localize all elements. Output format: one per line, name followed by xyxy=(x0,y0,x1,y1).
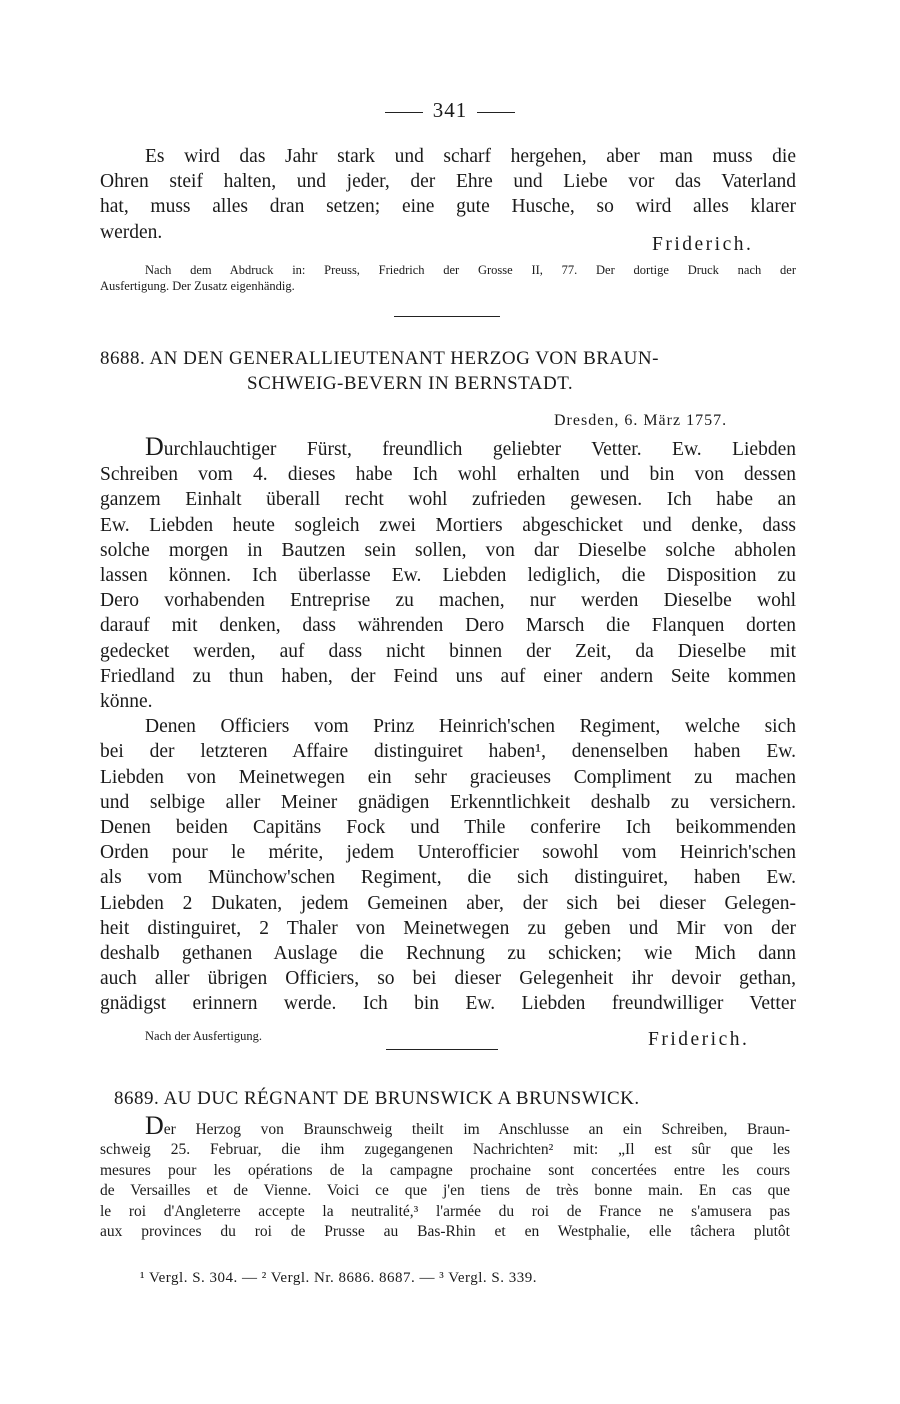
heading-line: SCHWEIG-BEVERN IN BERNSTADT. xyxy=(247,373,574,394)
text-line: bei der letzteren Affaire distinguiret haben¹, denenselben haben Ew. xyxy=(100,741,796,763)
prev-letter-note-2 xyxy=(100,278,796,294)
heading-line: 8689. AU DUC RÉGNANT DE BRUNSWICK A BRUNSWICK. xyxy=(114,1088,640,1109)
page-number-dash-left xyxy=(385,112,423,113)
text-line: gnädigst erinnern werde. Ich bin Ew. Liebden freundwilliger Vetter xyxy=(100,993,796,1015)
prev-letter-signature: Friderich. xyxy=(652,234,754,255)
text-line: und selbige aller Meiner gnädigen Erkenntlichkeit deshalb zu versichern. xyxy=(100,791,796,813)
text-line: Ew. Liebden heute sogleich zwei Mortiers abgeschicket und denke, dass xyxy=(100,514,796,536)
text-line: Es wird das Jahr stark und scharf hergehen, aber man muss die xyxy=(145,146,796,167)
text-line: auch aller übrigen Officiers, so bei dieser Gelegenheit ihr devoir gethan, xyxy=(100,968,796,990)
drop-cap: D xyxy=(145,1111,164,1140)
text-line: deshalb gethanen Auslage die Rechnung zu schicken; wie Mich dann xyxy=(100,943,796,965)
text-line: gedecket werden, auf dass nicht binnen der Zeit, da Dieselbe mit xyxy=(100,640,796,662)
text-line: heit distinguiret, 2 Thaler von Meinetwegen zu geben und Mir von der xyxy=(100,917,796,939)
heading-line: 8688. AN DEN GENERALLIEUTENANT HERZOG VON BRAUN- xyxy=(100,348,659,369)
letter-8689-heading xyxy=(114,1086,814,1111)
text-line: mesures pour les opérations de la campagne prochaine sont concertées entre les cours xyxy=(100,1161,790,1179)
footnotes: ¹ Vergl. S. 304. — ² Vergl. Nr. 8686. 8687. — ³ Vergl. S. 339. xyxy=(140,1270,538,1286)
text-line-rest: er Herzog von Braunschweig theilt im Anschlusse an ein Schreiben, Braun- xyxy=(163,1121,790,1138)
text-line: hat, muss alles dran setzen; eine gute Husche, so wird alles klarer xyxy=(100,196,796,218)
text-line: lassen können. Ich überlasse Ew. Liebden lediglich, die Disposition zu xyxy=(100,565,796,587)
text-line-rest: urchlauchtiger Fürst, freundlich geliebter Vetter. Ew. Liebden xyxy=(163,439,796,460)
page-number-line xyxy=(0,98,900,123)
section-divider xyxy=(394,316,500,317)
prev-letter-note xyxy=(100,262,796,278)
text-line: aux provinces du roi de Prusse au Bas-Rhin et en Westphalie, elle tâchera plutôt xyxy=(100,1223,790,1241)
section-divider xyxy=(386,1049,498,1050)
note-line: Nach dem Abdruck in: Preuss, Friedrich der Grosse II, 77. Der dortige Druck nach der xyxy=(145,263,796,277)
text-line: darauf mit denken, dass währenden Dero Marsch die Flanquen dorten xyxy=(100,615,796,637)
page-number: 341 xyxy=(432,98,468,122)
text-line: werden. xyxy=(100,221,163,243)
text-line: könne. xyxy=(100,691,153,713)
text-line: Orden pour le mérite, jedem Unterofficier sowohl vom Heinrich'schen xyxy=(100,842,796,864)
text-line: le roi d'Angleterre accepte la neutralité,³ l'armée du roi de France ne s'amusera pas xyxy=(100,1202,790,1220)
text-line: solche morgen in Bautzen sein sollen, von dar Dieselbe solche abholen xyxy=(100,539,796,561)
text-line: Liebden 2 Dukaten, jedem Gemeinen aber, der sich bei dieser Gelegen- xyxy=(100,892,796,914)
text-line: Schreiben vom 4. dieses habe Ich wohl erhalten und bin von dessen xyxy=(100,464,796,486)
text-line: schweig 25. Februar, die ihm zugegangenen Nachrichten² mit: „Il est sûr que les xyxy=(100,1141,790,1159)
page-number-dash-right xyxy=(477,112,515,113)
letter-8688-heading xyxy=(100,346,800,396)
text-line xyxy=(100,1111,790,1140)
text-line: Dero vorhabenden Entreprise zu machen, nur werden Dieselbe wohl xyxy=(100,590,796,612)
letter-8689-regest xyxy=(100,1111,790,1242)
letter-8688-signature: Friderich. xyxy=(648,1029,750,1050)
text-line xyxy=(100,434,796,462)
text-line: Friedland zu thun haben, der Feind uns auf einer andern Seite kommen xyxy=(100,665,796,687)
letter-8688-text xyxy=(100,434,796,1017)
text-line: Liebden von Meinetwegen ein sehr gracieuses Compliment zu machen xyxy=(100,766,796,788)
prev-letter-text xyxy=(100,144,796,245)
text-line: ganzem Einhalt überall recht wohl zufrieden gewesen. Ich habe an xyxy=(100,489,796,511)
drop-cap: D xyxy=(145,432,164,461)
text-line: Denen beiden Capitäns Fock und Thile conferire Ich beikommenden xyxy=(100,817,796,839)
letter-8688-note: Nach der Ausfertigung. xyxy=(145,1029,262,1043)
note-line: Ausfertigung. Der Zusatz eigenhändig. xyxy=(100,279,295,293)
text-line: als vom Münchow'schen Regiment, die sich distinguiret, haben Ew. xyxy=(100,867,796,889)
text-line: de Versailles et de Vienne. Voici ce que j'en tiens de très bonne main. En cas que xyxy=(100,1182,790,1200)
letter-8688-dateline: Dresden, 6. März 1757. xyxy=(554,412,728,429)
text-line: Denen Officiers vom Prinz Heinrich'schen Regiment, welche sich xyxy=(145,716,796,738)
text-line: Ohren steif halten, und jeder, der Ehre und Liebe vor das Vaterland xyxy=(100,171,796,193)
